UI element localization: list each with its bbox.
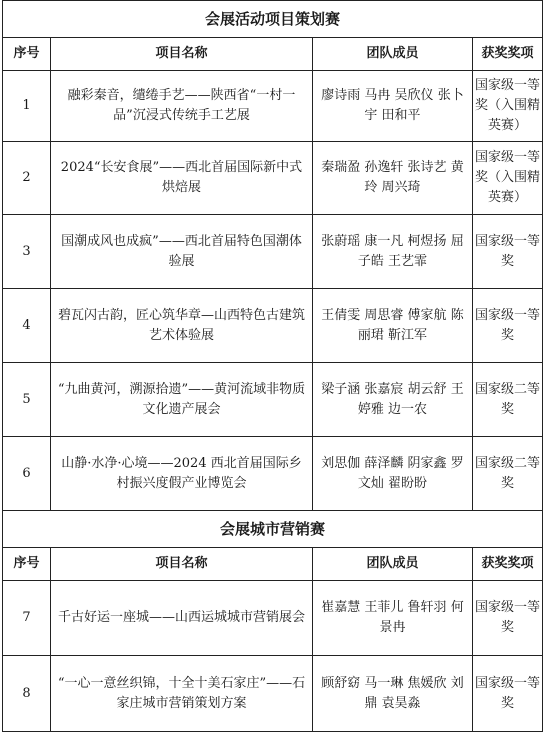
awards-table: [2, 0, 543, 732]
table-row: [3, 437, 543, 511]
row-number: 3: [3, 215, 51, 289]
team-members: 崔嘉慧 王菲儿 鲁轩羽 何景冉: [313, 581, 473, 656]
header-row: [3, 38, 543, 71]
team-members: 张蔚瑶 康一凡 柯煜扬 屈子皓 王艺霏: [313, 215, 473, 289]
project-name: “一心一意丝织锦，十全十美石家庄”——石家庄城市营销策划方案: [51, 656, 313, 732]
award: 国家级一等奖（入围精英赛）: [473, 71, 543, 142]
project-name: 碧瓦闪古韵，匠心筑华章—山西特色古建筑艺术体验展: [51, 289, 313, 363]
team-members: 廖诗雨 马冉 吴欣仪 张卜宇 田和平: [313, 71, 473, 142]
table-row: [3, 142, 543, 215]
award: 国家级一等奖: [473, 656, 543, 732]
header-team-members: 团队成员: [313, 548, 473, 581]
table-row: [3, 363, 543, 437]
award: 国家级二等奖: [473, 363, 543, 437]
table-row: [3, 215, 543, 289]
row-number: 8: [3, 656, 51, 732]
header-project-name: 项目名称: [51, 38, 313, 71]
header-row: [3, 548, 543, 581]
project-name: 2024“长安食展”——西北首届国际新中式烘焙展: [51, 142, 313, 215]
section-title-row: [3, 511, 543, 548]
award: 国家级一等奖: [473, 289, 543, 363]
project-name: 国潮成风也成疯”——西北首届特色国潮体验展: [51, 215, 313, 289]
row-number: 4: [3, 289, 51, 363]
team-members: 梁子涵 张嘉宸 胡云舒 王婷雅 边一农: [313, 363, 473, 437]
project-name: “九曲黄河，溯源拾遗”——黄河流域非物质文化遗产展会: [51, 363, 313, 437]
row-number: 2: [3, 142, 51, 215]
project-name: 山静·水净·心境——2024 西北首届国际乡村振兴度假产业博览会: [51, 437, 313, 511]
section-title-row: [3, 1, 543, 38]
table-row: [3, 71, 543, 142]
header-no: 序号: [3, 548, 51, 581]
row-number: 6: [3, 437, 51, 511]
section-title: 会展城市营销赛: [3, 511, 543, 548]
row-number: 7: [3, 581, 51, 656]
header-no: 序号: [3, 38, 51, 71]
team-members: 顾舒窈 马一琳 焦媛欣 刘鼎 袁昊淼: [313, 656, 473, 732]
team-members: 王倩雯 周思睿 傅家航 陈丽珺 靳江军: [313, 289, 473, 363]
row-number: 5: [3, 363, 51, 437]
section-title: 会展活动项目策划赛: [3, 1, 543, 38]
header-award: 获奖奖项: [473, 548, 543, 581]
header-award: 获奖奖项: [473, 38, 543, 71]
project-name: 融彩秦音，缱绻手艺——陕西省“一村一品”沉浸式传统手工艺展: [51, 71, 313, 142]
team-members: 刘思伽 薛泽麟 阴家鑫 罗文灿 翟盼盼: [313, 437, 473, 511]
table-row: [3, 581, 543, 656]
header-project-name: 项目名称: [51, 548, 313, 581]
award: 国家级二等奖: [473, 437, 543, 511]
award: 国家级一等奖: [473, 581, 543, 656]
table-row: [3, 289, 543, 363]
team-members: 秦瑞盈 孙逸轩 张诗艺 黄玲 周兴琦: [313, 142, 473, 215]
header-team-members: 团队成员: [313, 38, 473, 71]
project-name: 千古好运一座城——山西运城城市营销展会: [51, 581, 313, 656]
row-number: 1: [3, 71, 51, 142]
table-row: [3, 656, 543, 732]
award: 国家级一等奖: [473, 215, 543, 289]
award: 国家级一等奖（入围精英赛）: [473, 142, 543, 215]
